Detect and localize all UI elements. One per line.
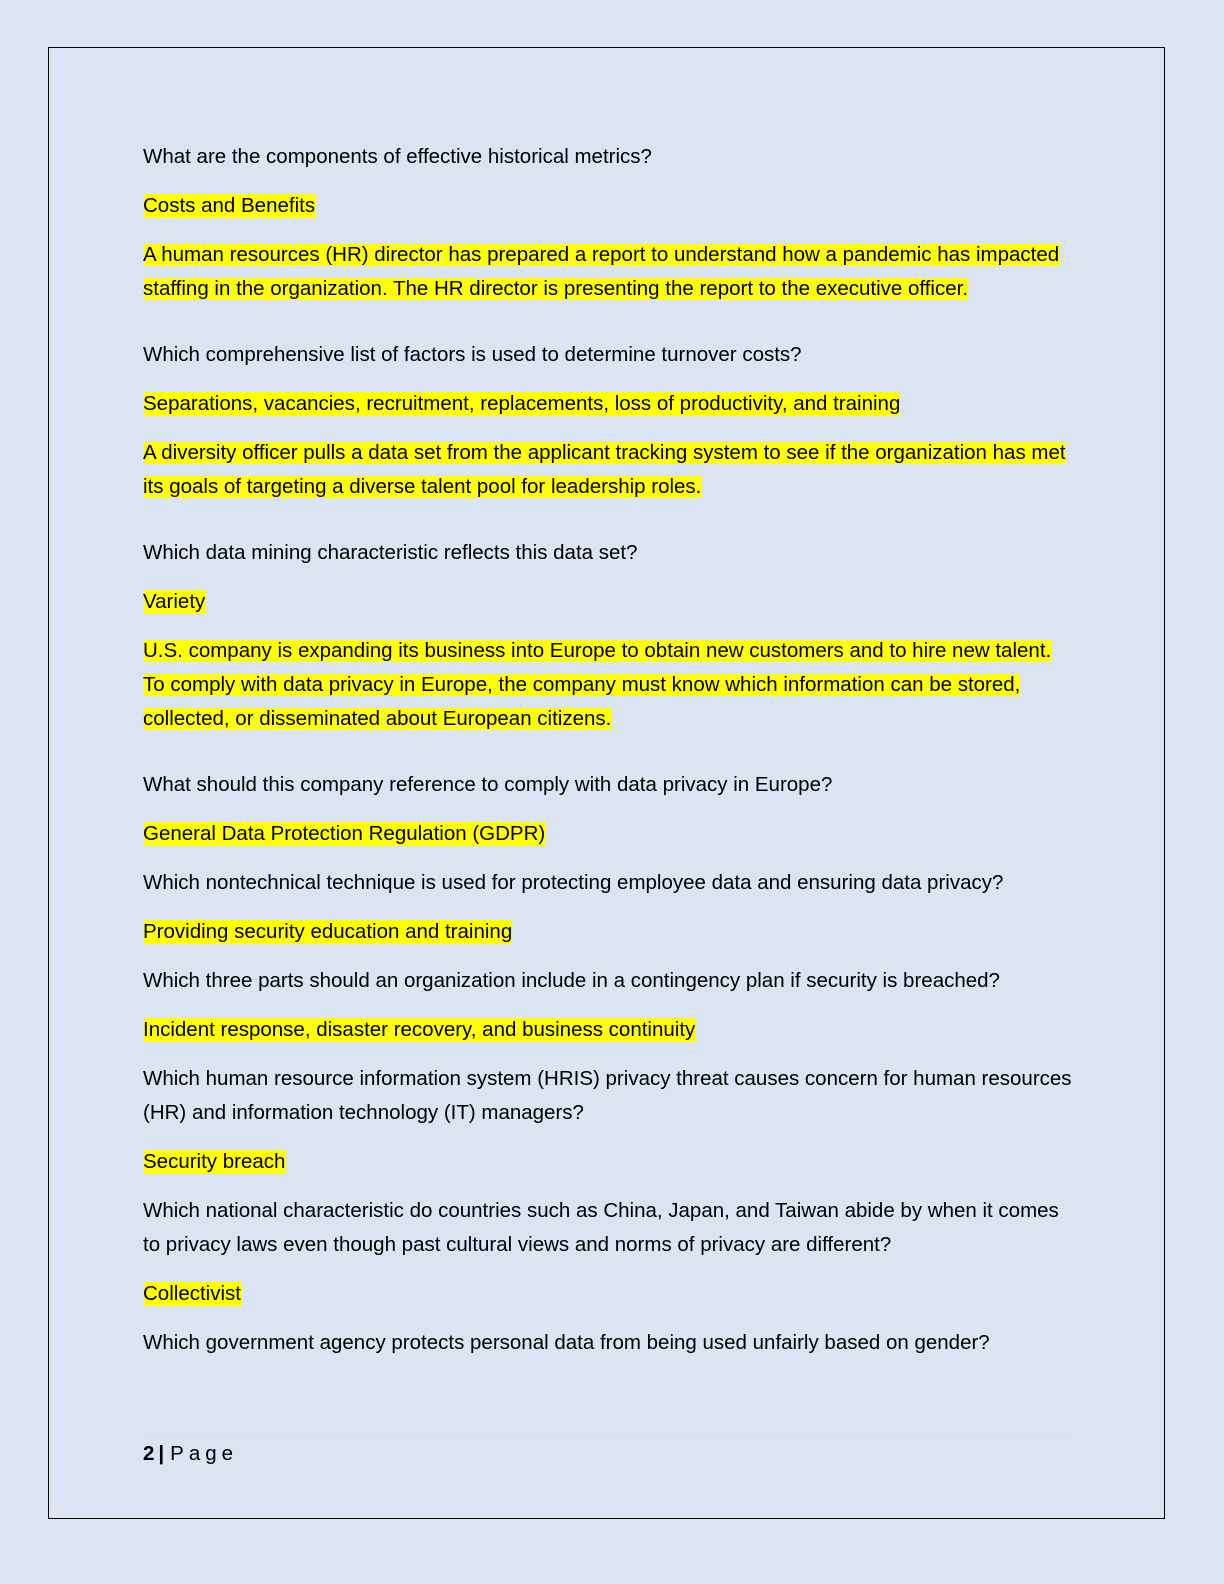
paragraph-text: Incident response, disaster recovery, and business continuity bbox=[143, 1018, 696, 1041]
answer-paragraph bbox=[143, 238, 1073, 306]
answer-paragraph bbox=[143, 817, 1073, 851]
answer-paragraph bbox=[143, 585, 1073, 619]
paragraph-text: A human resources (HR) director has prepared a report to understand how a pandemic has impacted staffing in the organization. The HR director is presenting the report to the executive officer. bbox=[143, 243, 1060, 300]
question-paragraph bbox=[143, 866, 1073, 900]
paragraph-text: Variety bbox=[143, 590, 206, 613]
question-paragraph bbox=[143, 964, 1073, 998]
paragraph-text: U.S. company is expanding its business into Europe to obtain new customers and to hire new talent. To comply with data privacy in Europe, the company must know which information can be stored, collected, or disseminated about European citizens. bbox=[143, 639, 1052, 730]
paragraph-text: Which data mining characteristic reflects this data set? bbox=[143, 541, 638, 564]
question-paragraph bbox=[143, 338, 1073, 372]
paragraph-text: What are the components of effective historical metrics? bbox=[143, 145, 652, 168]
question-paragraph bbox=[143, 536, 1073, 570]
answer-paragraph bbox=[143, 634, 1073, 736]
answer-paragraph bbox=[143, 1145, 1073, 1179]
answer-paragraph bbox=[143, 436, 1073, 504]
paragraph-text: Which national characteristic do countries such as China, Japan, and Taiwan abide by when it comes to privacy laws even though past cultural views and norms of privacy are different? bbox=[143, 1199, 1059, 1256]
document-body bbox=[143, 140, 1073, 1375]
paragraph-text: Providing security education and training bbox=[143, 920, 513, 943]
question-paragraph bbox=[143, 1194, 1073, 1262]
paragraph-text: Costs and Benefits bbox=[143, 194, 316, 217]
paragraph-text: A diversity officer pulls a data set from the applicant tracking system to see if the organization has met its goals of targeting a diverse talent pool for leadership roles. bbox=[143, 441, 1066, 498]
page-label: Page bbox=[170, 1442, 239, 1465]
paragraph-text: Which human resource information system (HRIS) privacy threat causes concern for human resources (HR) and information technology (IT) managers? bbox=[143, 1067, 1072, 1124]
paragraph-text: Security breach bbox=[143, 1150, 286, 1173]
question-paragraph bbox=[143, 768, 1073, 802]
question-paragraph bbox=[143, 140, 1073, 174]
paragraph-text: Separations, vacancies, recruitment, replacements, loss of productivity, and training bbox=[143, 392, 901, 415]
answer-paragraph bbox=[143, 1277, 1073, 1311]
paragraph-text: Which three parts should an organization include in a contingency plan if security is breached? bbox=[143, 969, 1000, 992]
question-paragraph bbox=[143, 1326, 1073, 1360]
answer-paragraph bbox=[143, 915, 1073, 949]
paragraph-text: What should this company reference to comply with data privacy in Europe? bbox=[143, 773, 833, 796]
paragraph-text: General Data Protection Regulation (GDPR) bbox=[143, 822, 546, 845]
paragraph-text: Collectivist bbox=[143, 1282, 241, 1305]
page-number: 2 bbox=[143, 1442, 155, 1465]
answer-paragraph bbox=[143, 189, 1073, 223]
question-paragraph bbox=[143, 1062, 1073, 1130]
paragraph-text: Which nontechnical technique is used for protecting employee data and ensuring data privacy? bbox=[143, 871, 1004, 894]
answer-paragraph bbox=[143, 387, 1073, 421]
footer-divider bbox=[143, 1436, 1073, 1437]
answer-paragraph bbox=[143, 1013, 1073, 1047]
page-footer bbox=[143, 1438, 238, 1470]
footer-separator: | bbox=[158, 1442, 165, 1465]
paragraph-text: Which government agency protects personal data from being used unfairly based on gender? bbox=[143, 1331, 990, 1354]
paragraph-text: Which comprehensive list of factors is used to determine turnover costs? bbox=[143, 343, 802, 366]
